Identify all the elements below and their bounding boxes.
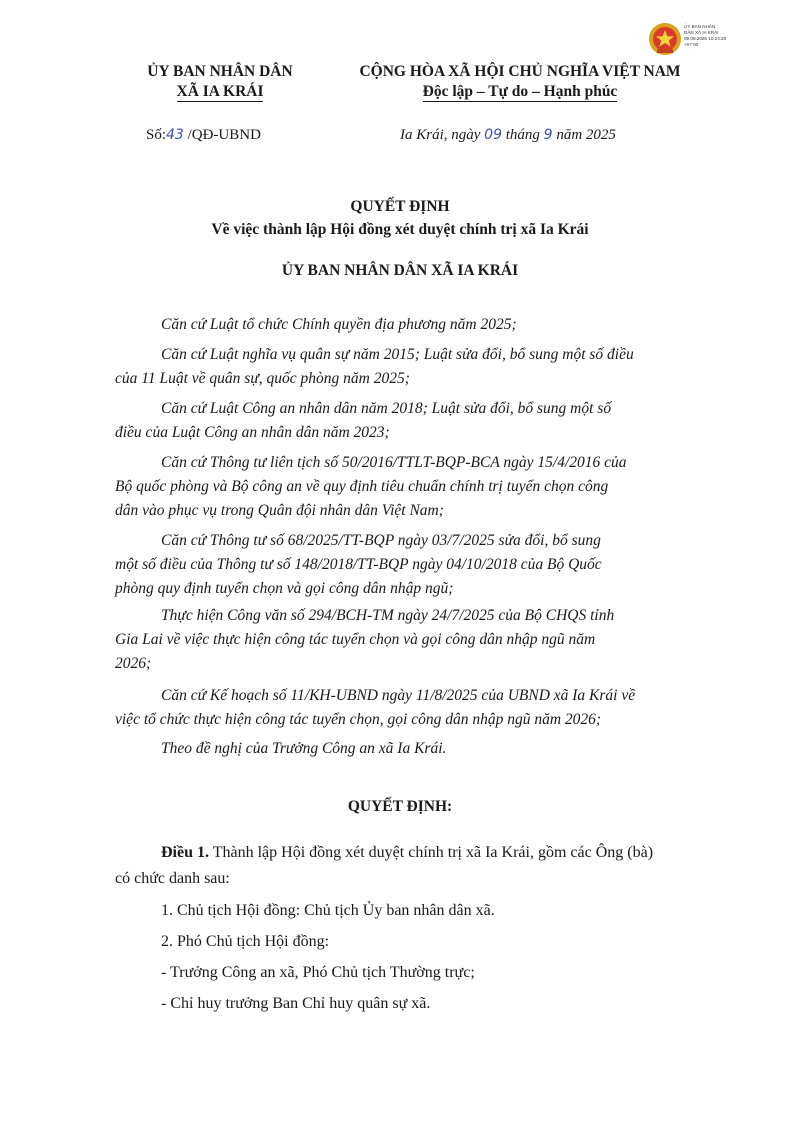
preamble-item xyxy=(115,737,755,761)
preamble-line: Căn cứ Thông tư liên tịch số 50/2016/TTLT-BQP-BCA ngày 15/4/2016 của xyxy=(161,454,627,471)
document-title: QUYẾT ĐỊNH xyxy=(350,198,450,215)
so-suffix: /QĐ-UBND xyxy=(183,127,261,143)
stamp-line: 09.09.2025 10:24:20 xyxy=(684,36,727,41)
preamble-line: điều của Luật Công an nhân dân năm 2023; xyxy=(115,424,390,441)
authority-heading: ỦY BAN NHÂN DÂN XÃ IA KRÁI xyxy=(281,262,519,279)
document-date xyxy=(400,127,616,144)
date-mid: tháng xyxy=(502,127,544,143)
preamble-line: Gia Lai về việc thực hiện công tác tuyển chọn và gọi công dân nhập ngũ năm xyxy=(115,631,596,648)
country-name: CỘNG HÒA XÃ HỘI CHỦ NGHĨA VIỆT NAM xyxy=(359,63,681,80)
preamble-item xyxy=(115,604,755,676)
preamble-line: 2026; xyxy=(115,655,152,672)
digital-signature-stamp xyxy=(648,22,748,62)
article-label: Điều 1. xyxy=(161,844,209,861)
issuing-authority xyxy=(120,62,320,102)
list-item-text: 1. Chủ tịch Hội đồng: Chủ tịch Ủy ban nhân dân xã. xyxy=(161,902,495,919)
so-number-handwritten: 43 xyxy=(166,127,184,143)
date-suffix: năm 2025 xyxy=(552,127,616,143)
article-1 xyxy=(115,840,755,892)
stamp-line: DÂN XÃ IA KRÁI xyxy=(684,30,719,35)
national-emblem-icon xyxy=(648,22,682,56)
authority-line1: ỦY BAN NHÂN DÂN xyxy=(147,63,293,80)
preamble-line: Theo đề nghị của Trưởng Công an xã Ia Krái. xyxy=(161,740,447,757)
stamp-line: ỦY BAN NHÂN xyxy=(684,24,716,29)
preamble-item xyxy=(115,343,755,391)
preamble-item xyxy=(115,451,755,523)
article-line: có chức danh sau: xyxy=(115,870,230,887)
document-number xyxy=(146,127,261,144)
stamp-line: +07:00 xyxy=(684,42,699,47)
stamp-text xyxy=(684,24,748,48)
national-header xyxy=(320,62,720,102)
date-day-handwritten: 09 xyxy=(484,127,502,143)
decision-heading: QUYẾT ĐỊNH: xyxy=(347,798,453,815)
preamble-item xyxy=(115,313,755,337)
preamble-line: Căn cứ Thông tư số 68/2025/TT-BQP ngày 03/7/2025 sửa đổi, bổ sung xyxy=(161,532,601,549)
preamble-item xyxy=(115,684,755,732)
list-item xyxy=(115,898,755,924)
date-prefix: Ia Krái, ngày xyxy=(400,127,485,143)
article-line xyxy=(115,840,755,866)
preamble-line: Căn cứ Luật tổ chức Chính quyền địa phương năm 2025; xyxy=(161,316,517,333)
preamble-item xyxy=(115,397,755,445)
date-month-handwritten: 9 xyxy=(543,127,553,143)
preamble-line: phòng quy định tuyển chọn và gọi công dân nhập ngũ; xyxy=(115,580,454,597)
list-item xyxy=(115,960,755,986)
list-item-text: - Trưởng Công an xã, Phó Chủ tịch Thường trực; xyxy=(161,964,475,981)
preamble-line: việc tổ chức thực hiện công tác tuyển chọn, gọi công dân nhập ngũ năm 2026; xyxy=(115,711,602,728)
so-prefix: Số: xyxy=(146,127,167,143)
preamble-line: một số điều của Thông tư số 148/2018/TT-BQP ngày 04/10/2018 của Bộ Quốc xyxy=(115,556,602,573)
preamble-item xyxy=(115,529,755,601)
preamble-line: Thực hiện Công văn số 294/BCH-TM ngày 24/7/2025 của Bộ CHQS tỉnh xyxy=(161,607,615,624)
preamble-line: của 11 Luật về quân sự, quốc phòng năm 2025; xyxy=(115,370,410,387)
preamble-line: Căn cứ Kế hoạch số 11/KH-UBND ngày 11/8/2025 của UBND xã Ia Krái về xyxy=(161,687,636,704)
preamble-line: dân vào phục vụ trong Quân đội nhân dân Việt Nam; xyxy=(115,502,444,519)
preamble-line: Bộ quốc phòng và Bộ công an về quy định tiêu chuẩn chính trị tuyển chọn công xyxy=(115,478,609,495)
article-text: Thành lập Hội đồng xét duyệt chính trị xã Ia Krái, gồm các Ông (bà) xyxy=(209,844,654,861)
preamble-line: Căn cứ Luật nghĩa vụ quân sự năm 2015; Luật sửa đổi, bổ sung một số điều xyxy=(161,346,634,363)
document-subtitle: Về việc thành lập Hội đồng xét duyệt chính trị xã Ia Krái xyxy=(211,221,589,238)
country-motto: Độc lập – Tự do – Hạnh phúc xyxy=(422,83,618,100)
list-item xyxy=(115,929,755,955)
list-item-text: 2. Phó Chủ tịch Hội đồng: xyxy=(161,933,330,950)
preamble-line: Căn cứ Luật Công an nhân dân năm 2018; Luật sửa đổi, bổ sung một số xyxy=(161,400,612,417)
authority-line2: XÃ IA KRÁI xyxy=(176,83,264,100)
list-item-text: - Chỉ huy trưởng Ban Chỉ huy quân sự xã. xyxy=(161,995,431,1012)
list-item xyxy=(115,991,755,1017)
